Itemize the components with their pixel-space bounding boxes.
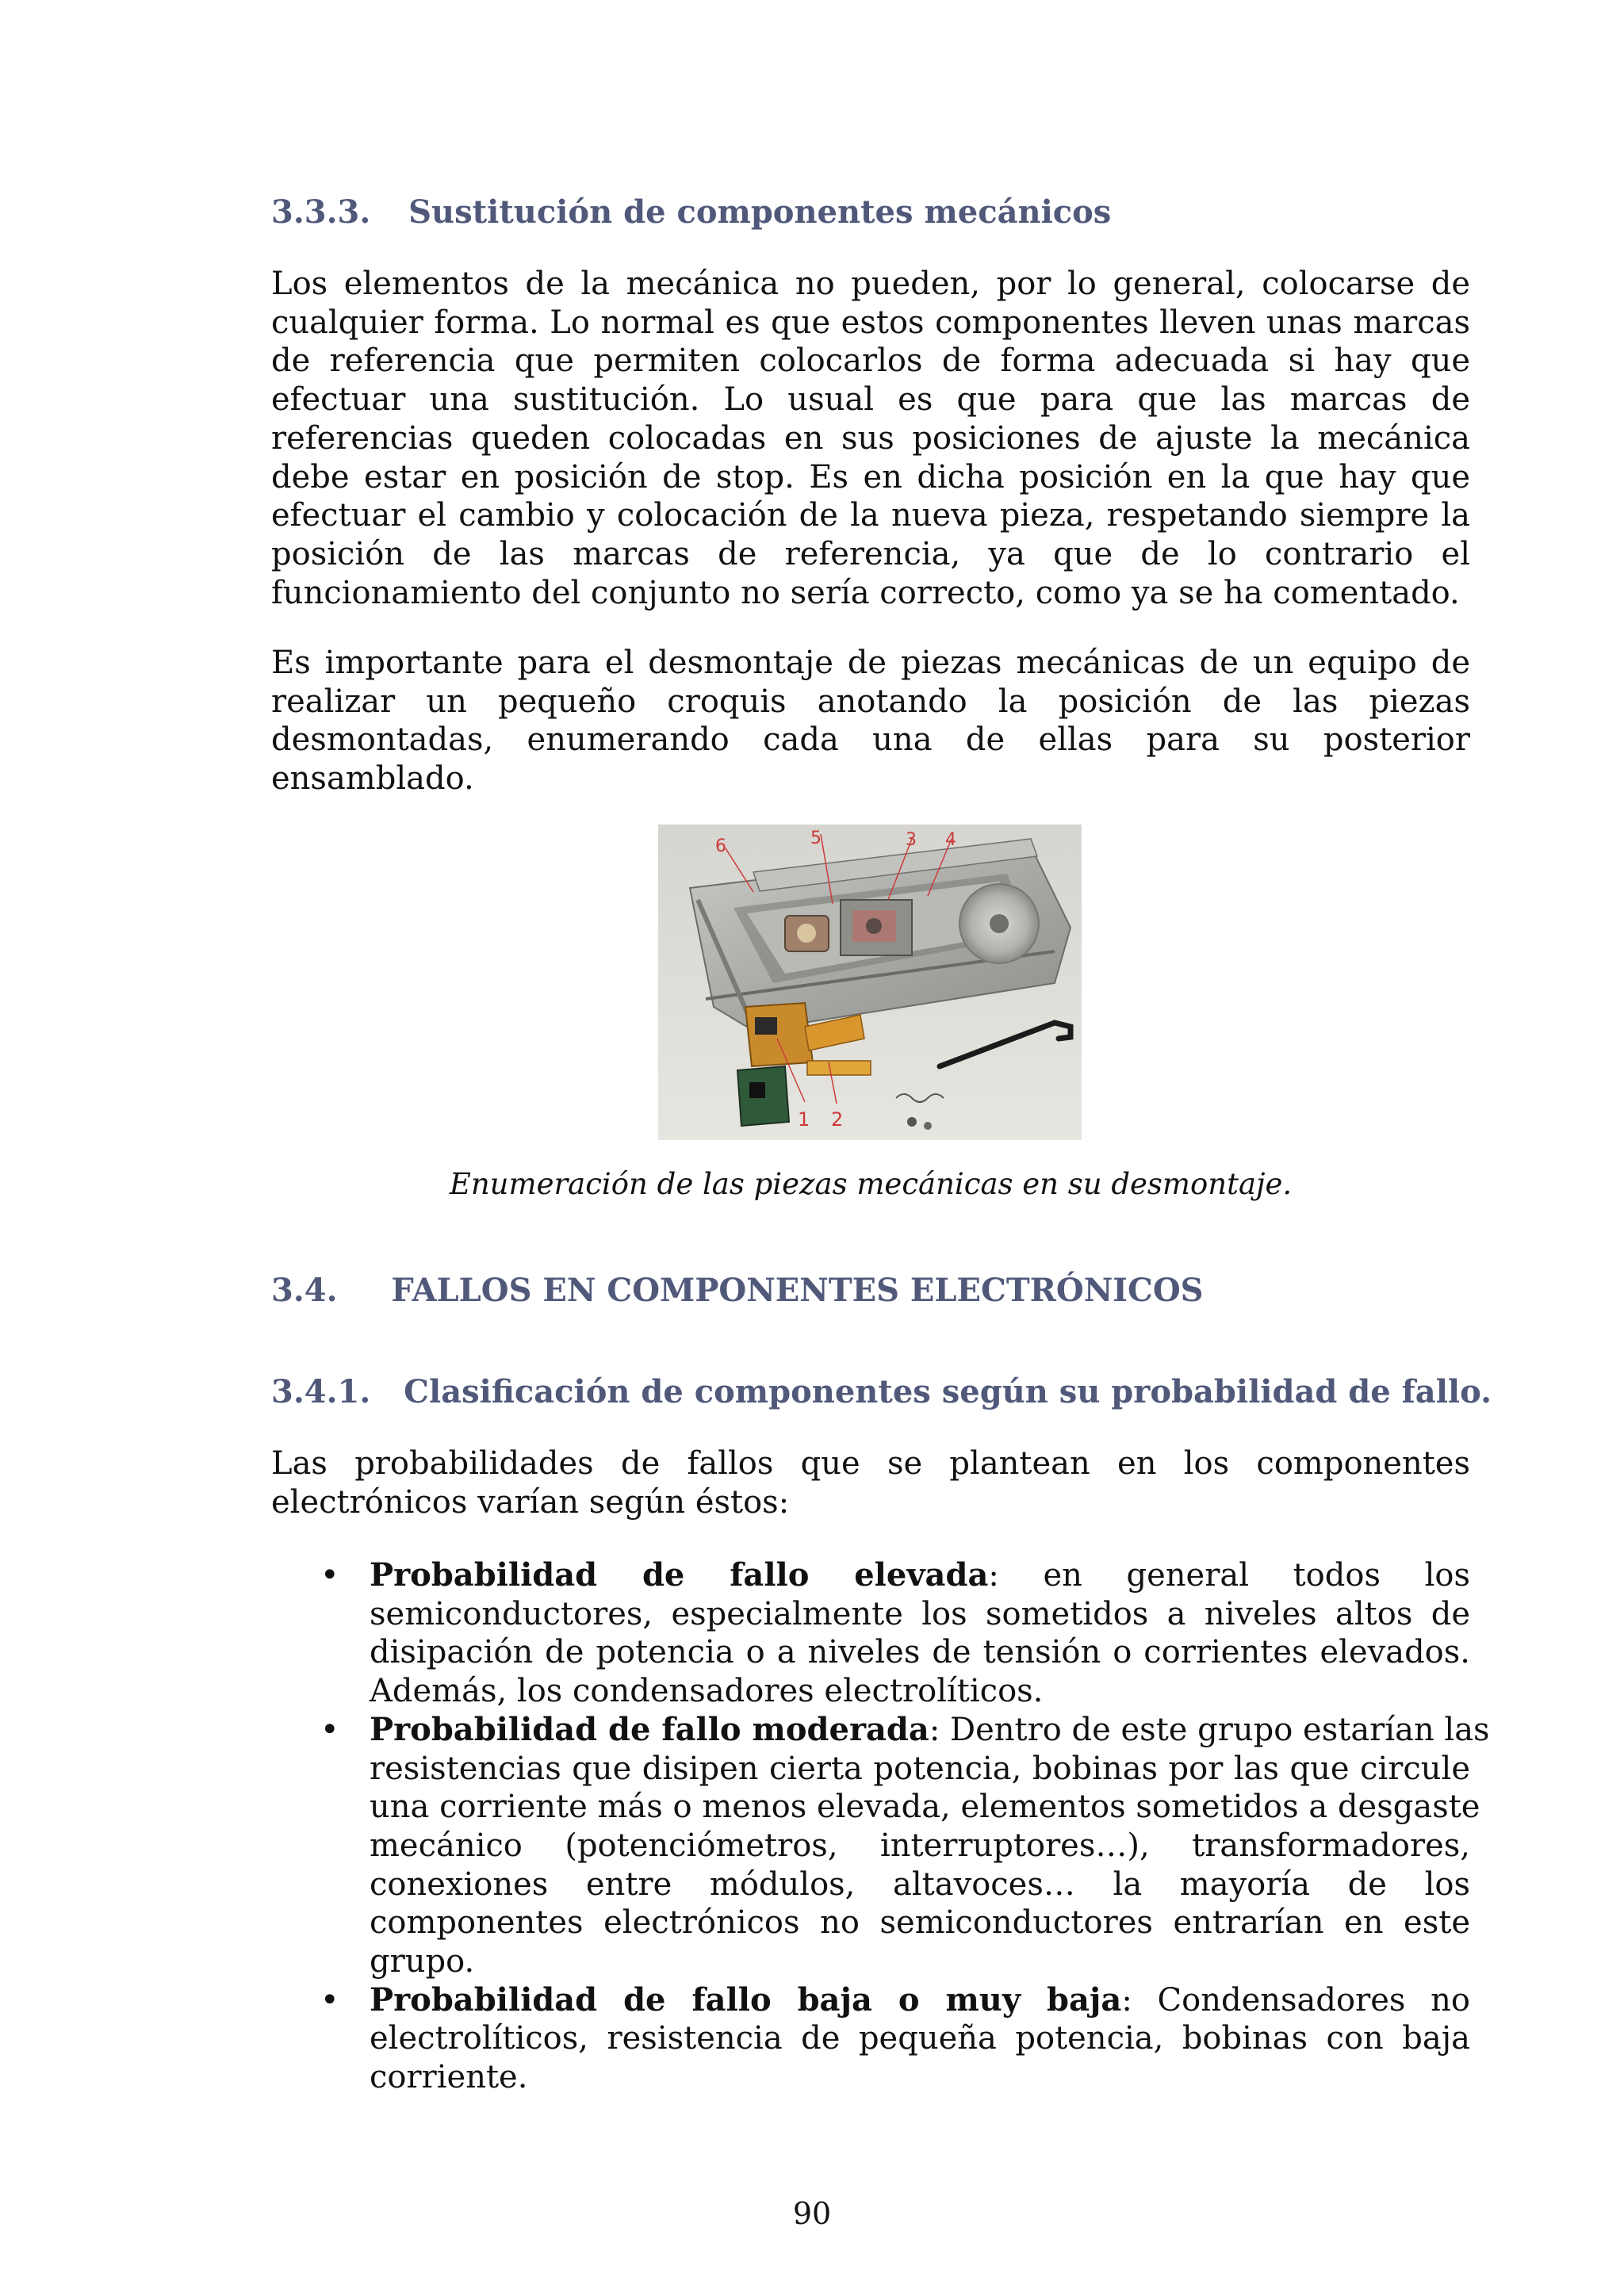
section-number: 3.4. bbox=[271, 1272, 338, 1309]
section-number: 3.3.3. bbox=[271, 193, 371, 231]
text-line: cualquier forma. Lo normal es que estos componentes lleven unas marcas bbox=[271, 304, 1470, 341]
item-label: Probabilidad de fallo moderada bbox=[370, 1710, 929, 1748]
paragraph-failure-intro bbox=[271, 1445, 1470, 1521]
figure-label: 5 bbox=[810, 828, 822, 848]
text-line: mecánico (potenciómetros, interruptores…), transformadores, bbox=[370, 1827, 1470, 1864]
section-title: Clasificación de componentes según su probabilidad de fallo. bbox=[404, 1373, 1492, 1410]
text-line: disipación de potencia o a niveles de tensión o corrientes elevados. bbox=[370, 1634, 1470, 1671]
text-line: conexiones entre módulos, altavoces… la mayoría de los bbox=[370, 1866, 1470, 1903]
item-text: : Dentro de este grupo estarían las bbox=[929, 1711, 1490, 1748]
text-line: Además, los condensadores electrolíticos. bbox=[370, 1673, 1044, 1710]
text-line bbox=[370, 1556, 1470, 1595]
item-text: : en general todos los bbox=[988, 1557, 1470, 1594]
text-line: realizar un pequeño croquis anotando la posición de las piezas bbox=[271, 683, 1470, 720]
text-line: funcionamiento del conjunto no sería correcto, como ya se ha comentado. bbox=[271, 574, 1460, 611]
section-heading-3-4 bbox=[271, 1272, 1204, 1309]
text-line: una corriente más o menos elevada, elementos sometidos a desgaste bbox=[370, 1789, 1480, 1826]
text-line bbox=[370, 1981, 1470, 2020]
bullet-icon: • bbox=[320, 1981, 339, 2019]
text-line: corriente. bbox=[370, 2059, 528, 2096]
text-line: de referencia que permiten colocarlos de forma adecuada si hay que bbox=[271, 342, 1470, 380]
text-line: efectuar una sustitución. Lo usual es que para que las marcas de bbox=[271, 381, 1470, 419]
bullet-icon: • bbox=[320, 1711, 339, 1748]
text-line: componentes electrónicos no semiconductores entrarían en este bbox=[370, 1904, 1470, 1942]
figure-caption: Enumeración de las piezas mecánicas en su desmontaje. bbox=[449, 1167, 1293, 1201]
text-line: referencias queden colocadas en sus posiciones de ajuste la mecánica bbox=[271, 419, 1470, 457]
figure-label: 2 bbox=[831, 1108, 844, 1131]
failure-probability-list bbox=[271, 1556, 1490, 2097]
paragraph-disassembly-sketch bbox=[271, 644, 1470, 798]
list-item bbox=[271, 1556, 1470, 1711]
text-line: posición de las marcas de referencia, ya que de lo contrario el bbox=[271, 535, 1470, 572]
text-line: Los elementos de la mecánica no pueden, por lo general, colocarse de bbox=[271, 266, 1470, 302]
text-line: debe estar en posición de stop. Es en dicha posición en la que hay que bbox=[271, 458, 1470, 496]
figure-label: 3 bbox=[906, 830, 917, 850]
figure-label: 6 bbox=[715, 836, 726, 856]
section-title: FALLOS EN COMPONENTES ELECTRÓNICOS bbox=[391, 1272, 1204, 1309]
text-line: semiconductores, especialmente los sometidos a niveles altos de bbox=[370, 1595, 1470, 1632]
figure-label: 1 bbox=[798, 1108, 810, 1131]
section-heading-3-4-1 bbox=[271, 1373, 1492, 1410]
section-heading-3-3-3 bbox=[271, 193, 1111, 231]
item-label: Probabilidad de fallo elevada bbox=[370, 1556, 989, 1594]
item-label: Probabilidad de fallo baja o muy baja bbox=[370, 1980, 1122, 2019]
paragraph-mechanical-marks bbox=[271, 265, 1470, 612]
mechanism-photo bbox=[658, 825, 1082, 1140]
text-line: ensamblado. bbox=[271, 760, 474, 798]
section-title: Sustitución de componentes mecánicos bbox=[408, 193, 1112, 231]
text-line bbox=[370, 1710, 1490, 1750]
text-line: electrolíticos, resistencia de pequeña potencia, bobinas con baja bbox=[370, 2020, 1470, 2057]
list-item bbox=[271, 1710, 1490, 1981]
text-line: electrónicos varían según éstos: bbox=[271, 1483, 790, 1521]
list-item bbox=[271, 1981, 1470, 2097]
text-line: grupo. bbox=[370, 1943, 475, 1980]
figure-label: 4 bbox=[945, 830, 956, 850]
text-line: resistencias que disipen cierta potencia, bobinas por las que circule bbox=[370, 1750, 1470, 1787]
page-number: 90 bbox=[792, 2196, 832, 2231]
text-line: Es importante para el desmontaje de piezas mecánicas de un equipo de bbox=[271, 645, 1470, 681]
section-number: 3.4.1. bbox=[271, 1373, 371, 1410]
text-line: Las probabilidades de fallos que se plantean en los componentes bbox=[271, 1445, 1470, 1482]
text-line: efectuar el cambio y colocación de la nueva pieza, respetando siempre la bbox=[271, 497, 1470, 534]
bullet-icon: • bbox=[320, 1557, 339, 1594]
item-text: : Condensadores no bbox=[1121, 1981, 1470, 2019]
text-line: desmontadas, enumerando cada una de ellas para su posterior bbox=[271, 721, 1470, 759]
